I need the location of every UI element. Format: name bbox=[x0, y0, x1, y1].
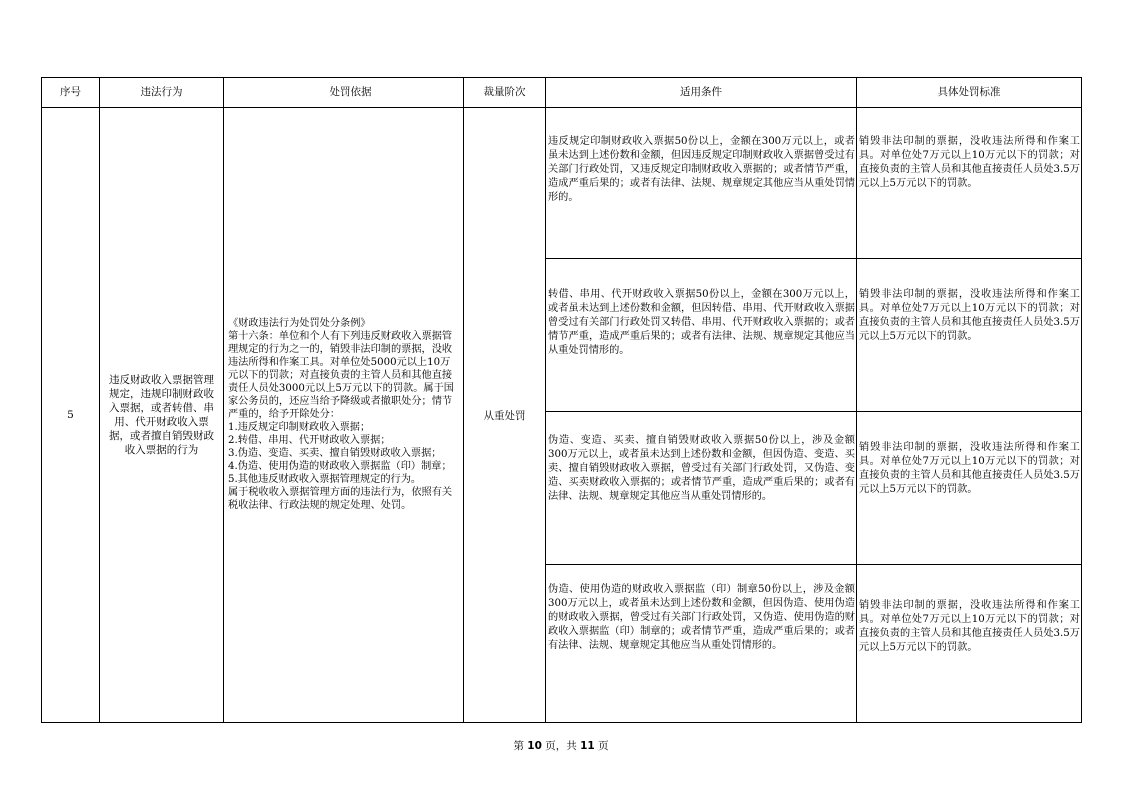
condition-cell: 转借、串用、代开财政收入票据50份以上，金额在300万元以上，或者虽未达到上述份数和金额，但因转借、串用、代开财政收入票据曾受过有关部门行政处罚又转借、串用、代开财政收入票据的；或者情节严重，造成严重后果的；或者有法律、法规、规章规定其他应当从重处罚情形的。 bbox=[546, 259, 857, 412]
header-std: 具体处罚标准 bbox=[857, 78, 1082, 108]
basis-line: 4.伪造、使用伪造的财政收入票据监（印）制章； bbox=[228, 460, 452, 472]
row-number: 5 bbox=[42, 108, 100, 723]
penalty-table bbox=[41, 77, 1082, 723]
header-cond: 适用条件 bbox=[546, 78, 857, 108]
violation-description: 违反财政收入票据管理规定，违规印制财政收入票据，或者转借、串用、代开财政收入票据，或者擅自销毁财政收入票据的行为 bbox=[100, 108, 224, 723]
standard-cell: 销毁非法印制的票据，没收违法所得和作案工具。对单位处7万元以上10万元以下的罚款；对直接负责的主管人员和其他直接责任人员处3.5万元以上5万元以下的罚款。 bbox=[857, 108, 1082, 259]
footer-suffix: 页 bbox=[598, 740, 609, 752]
header-act: 违法行为 bbox=[100, 78, 224, 108]
standard-cell: 销毁非法印制的票据，没收违法所得和作案工具。对单位处7万元以上10万元以下的罚款；对直接负责的主管人员和其他直接责任人员处3.5万元以上5万元以下的罚款。 bbox=[857, 259, 1082, 412]
header-num: 序号 bbox=[42, 78, 100, 108]
header-basis: 处罚依据 bbox=[224, 78, 464, 108]
footer-prefix: 第 bbox=[513, 740, 524, 752]
current-page-number: 10 bbox=[527, 740, 542, 752]
page-footer bbox=[0, 738, 1122, 753]
footer-middle: 页，共 bbox=[545, 740, 577, 752]
total-page-number: 11 bbox=[580, 740, 595, 752]
basis-line: 3.伪造、变造、买卖、擅自销毁财政收入票据； bbox=[228, 447, 442, 459]
standard-cell: 销毁非法印制的票据，没收违法所得和作案工具。对单位处7万元以上10万元以下的罚款；对直接负责的主管人员和其他直接责任人员处3.5万元以上5万元以下的罚款。 bbox=[857, 565, 1082, 723]
table-header-row bbox=[42, 78, 1082, 108]
standard-cell: 销毁非法印制的票据，没收违法所得和作案工具。对单位处7万元以上10万元以下的罚款；对直接负责的主管人员和其他直接责任人员处3.5万元以上5万元以下的罚款。 bbox=[857, 412, 1082, 565]
condition-cell: 违反规定印制财政收入票据50份以上，金额在300万元以上，或者虽未达到上述份数和金额，但因违反规定印制财政收入票据曾受过有关部门行政处罚，又违反规定印制财政收入票据的；或者情节严重，造成严重后果的；或者有法律、法规、规章规定其他应当从重处罚情形的。 bbox=[546, 108, 857, 259]
basis-line: 属于税收收入票据管理方面的违法行为，依照有关税收法律、行政法规的规定处理、处罚。 bbox=[228, 486, 453, 511]
basis-line: 1.违反规定印制财政收入票据； bbox=[228, 421, 371, 433]
table-row bbox=[42, 108, 1082, 259]
basis-line: 2.转借、串用、代开财政收入票据； bbox=[228, 434, 391, 446]
discretion-level: 从重处罚 bbox=[464, 108, 546, 723]
header-level: 裁量阶次 bbox=[464, 78, 546, 108]
basis-line: 5.其他违反财政收入票据管理规定的行为。 bbox=[228, 473, 422, 485]
basis-line: 第十六条：单位和个人有下列违反财政收入票据管理规定的行为之一的，销毁非法印制的票据，没收违法所得和作案工具。对单位处5000元以上10万元以下的罚款；对直接负责的主管人员和其他直接责任人员处3000元以上5万元以下的罚款。属于国家公务员的，还应当给予降级或者撤职处分；情节严重的，给予开除处分： bbox=[228, 330, 454, 420]
penalty-basis bbox=[224, 108, 464, 723]
condition-cell: 伪造、变造、买卖、擅自销毁财政收入票据50份以上，涉及金额300万元以上，或者虽未达到上述份数和金额，但因伪造、变造、买卖、擅自销毁财政收入票据，曾受过有关部门行政处罚，又伪造、变造、买卖财政收入票据的；或者情节严重，造成严重后果的；或者有法律、法规、规章规定其他应当从重处罚情形的。 bbox=[546, 412, 857, 565]
basis-line: 《财政违法行为处罚处分条例》 bbox=[228, 317, 371, 329]
condition-cell: 伪造、使用伪造的财政收入票据监（印）制章50份以上，涉及金额300万元以上，或者虽未达到上述份数和金额，但因伪造、使用伪造的财政收入票据，曾受过有关部门行政处罚，又伪造、使用伪造的财政收入票据监（印）制章的；或者情节严重，造成严重后果的；或者有法律、法规、规章规定其他应当从重处罚情形的。 bbox=[546, 565, 857, 723]
